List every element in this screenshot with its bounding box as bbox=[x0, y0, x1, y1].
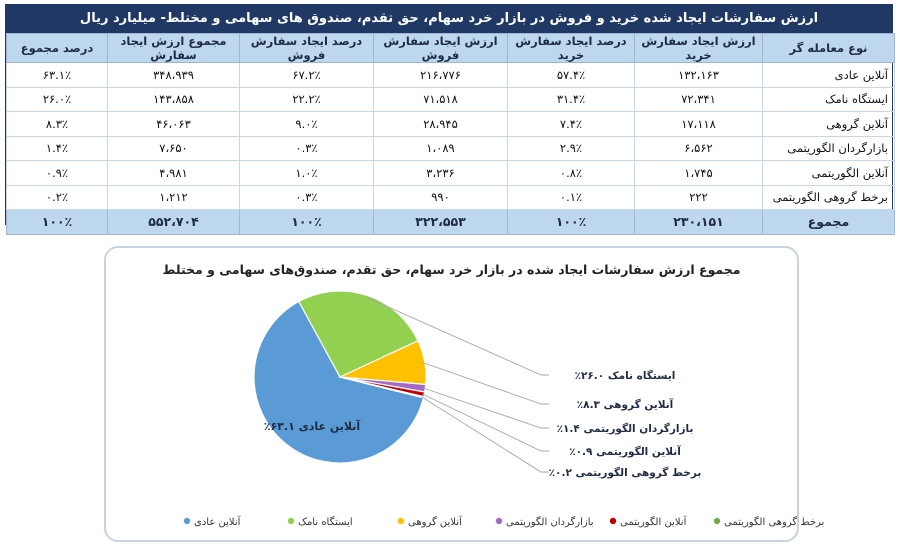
cell-total-percent: ۰.۲٪ bbox=[7, 185, 108, 210]
cell-sell-value: ۲۱۶،۷۷۶ bbox=[374, 63, 508, 88]
cell-sell-value: ۳،۲۳۶ bbox=[374, 161, 508, 186]
cell-buy-value: ۱۷،۱۱۸ bbox=[635, 112, 763, 137]
header-total-value: مجموع ارزش ایجاد سفارش bbox=[108, 34, 240, 63]
cell-total-percent: ۲۶.۰٪ bbox=[7, 87, 108, 112]
cell-trader-type: برخط گروهی الگوریتمی bbox=[763, 185, 895, 210]
cell-total-value: ۱،۲۱۲ bbox=[108, 185, 240, 210]
table-row bbox=[7, 112, 895, 137]
slice-label: ایستگاه نامک ۲۶.۰٪ bbox=[574, 370, 676, 382]
cell-total-label: مجموع bbox=[763, 210, 895, 235]
cell-buy-percent: ۵۷.۴٪ bbox=[508, 63, 635, 88]
cell-total-percent: ۱۰۰٪ bbox=[7, 210, 108, 235]
cell-total-value: ۴۶،۰۶۳ bbox=[108, 112, 240, 137]
header-sell-percent: درصد ایجاد سفارش فروش bbox=[240, 34, 374, 63]
cell-buy-value: ۱۳۲،۱۶۳ bbox=[635, 63, 763, 88]
table-row bbox=[7, 136, 895, 161]
legend-marker bbox=[288, 518, 294, 524]
cell-sell-percent: ۲۲.۲٪ bbox=[240, 87, 374, 112]
cell-buy-percent: ۲.۹٪ bbox=[508, 136, 635, 161]
cell-sell-percent: ۱.۰٪ bbox=[240, 161, 374, 186]
legend-marker bbox=[714, 518, 720, 524]
cell-sell-percent: ۰.۳٪ bbox=[240, 185, 374, 210]
table-title: ارزش سفارشات ایجاد شده خرید و فروش در بازار خرد سهام، حق تقدم، صندوق های سهامی و مختلط- میلیارد ریال bbox=[6, 5, 892, 33]
cell-buy-percent: ۷.۴٪ bbox=[508, 112, 635, 137]
slice-label: آنلاین گروهی ۸.۳٪ bbox=[576, 399, 674, 411]
slice-label: آنلاین عادی ۶۳.۱٪ bbox=[263, 420, 361, 433]
cell-trader-type: آنلاین عادی bbox=[763, 63, 895, 88]
table-total-row bbox=[7, 210, 895, 235]
cell-sell-value: ۹۹۰ bbox=[374, 185, 508, 210]
leader-line bbox=[422, 394, 549, 451]
cell-buy-percent: ۳۱.۴٪ bbox=[508, 87, 635, 112]
leader-line bbox=[423, 388, 549, 428]
pie-chart-panel bbox=[104, 246, 825, 542]
header-sell-value: ارزش ایجاد سفارش فروش bbox=[374, 34, 508, 63]
table-row bbox=[7, 63, 895, 88]
cell-sell-value: ۳۲۲،۵۵۳ bbox=[374, 210, 508, 235]
legend-label: ایستگاه نامک bbox=[298, 517, 353, 528]
header-buy-value: ارزش ایجاد سفارش خرید bbox=[635, 34, 763, 63]
cell-sell-percent: ۱۰۰٪ bbox=[240, 210, 374, 235]
cell-total-value: ۱۴۳،۸۵۸ bbox=[108, 87, 240, 112]
cell-total-percent: ۸.۳٪ bbox=[7, 112, 108, 137]
cell-buy-value: ۲۳۰،۱۵۱ bbox=[635, 210, 763, 235]
cell-total-value: ۴،۹۸۱ bbox=[108, 161, 240, 186]
slice-label: آنلاین الگوریتمی ۰.۹٪ bbox=[569, 446, 681, 458]
legend-label: بازارگردان الگوریتمی bbox=[506, 517, 594, 528]
table-row bbox=[7, 185, 895, 210]
orders-table bbox=[6, 33, 895, 235]
table-header-row bbox=[7, 34, 895, 63]
cell-buy-value: ۷۲،۳۴۱ bbox=[635, 87, 763, 112]
cell-buy-percent: ۱۰۰٪ bbox=[508, 210, 635, 235]
cell-sell-percent: ۰.۳٪ bbox=[240, 136, 374, 161]
cell-trader-type: آنلاین الگوریتمی bbox=[763, 161, 895, 186]
chart-title: مجموع ارزش سفارشات ایجاد شده در بازار خرد سهام، حق تقدم، صندوق‌های سهامی و مختلط bbox=[162, 262, 741, 277]
header-total-percent: درصد مجموع bbox=[7, 34, 108, 63]
legend-marker bbox=[398, 518, 404, 524]
legend-marker bbox=[184, 518, 190, 524]
cell-total-value: ۷،۶۵۰ bbox=[108, 136, 240, 161]
cell-total-value: ۳۴۸،۹۳۹ bbox=[108, 63, 240, 88]
header-buy-percent: درصد ایجاد سفارش خرید bbox=[508, 34, 635, 63]
leader-line bbox=[422, 397, 549, 472]
cell-total-percent: ۰.۹٪ bbox=[7, 161, 108, 186]
legend-label: برخط گروهی الگوریتمی bbox=[724, 517, 825, 528]
cell-total-value: ۵۵۲،۷۰۴ bbox=[108, 210, 240, 235]
cell-trader-type: آنلاین گروهی bbox=[763, 112, 895, 137]
cell-sell-value: ۷۱،۵۱۸ bbox=[374, 87, 508, 112]
cell-buy-value: ۲۲۲ bbox=[635, 185, 763, 210]
legend-marker bbox=[610, 518, 616, 524]
orders-table-container bbox=[5, 4, 893, 230]
cell-trader-type: بازارگردان الگوریتمی bbox=[763, 136, 895, 161]
cell-sell-value: ۲۸،۹۴۵ bbox=[374, 112, 508, 137]
table-row bbox=[7, 161, 895, 186]
slice-label: بازارگردان الگوریتمی ۱.۴٪ bbox=[556, 423, 694, 435]
cell-total-percent: ۶۳.۱٪ bbox=[7, 63, 108, 88]
cell-buy-value: ۶،۵۶۲ bbox=[635, 136, 763, 161]
legend-label: آنلاین عادی bbox=[194, 517, 241, 528]
leader-line bbox=[423, 363, 549, 405]
cell-total-percent: ۱.۴٪ bbox=[7, 136, 108, 161]
cell-sell-percent: ۶۷.۲٪ bbox=[240, 63, 374, 88]
header-trader-type: نوع معامله گر bbox=[763, 34, 895, 63]
legend-marker bbox=[496, 518, 502, 524]
slice-label: برخط گروهی الگوریتمی ۰.۲٪ bbox=[548, 467, 702, 479]
table-row bbox=[7, 87, 895, 112]
cell-sell-value: ۱،۰۸۹ bbox=[374, 136, 508, 161]
cell-trader-type: ایستگاه نامک bbox=[763, 87, 895, 112]
legend-label: آنلاین الگوریتمی bbox=[620, 517, 687, 528]
cell-sell-percent: ۹.۰٪ bbox=[240, 112, 374, 137]
legend-label: آنلاین گروهی bbox=[408, 517, 462, 528]
cell-buy-value: ۱،۷۴۵ bbox=[635, 161, 763, 186]
pie-chart bbox=[106, 248, 825, 540]
cell-buy-percent: ۰.۱٪ bbox=[508, 185, 635, 210]
cell-buy-percent: ۰.۸٪ bbox=[508, 161, 635, 186]
